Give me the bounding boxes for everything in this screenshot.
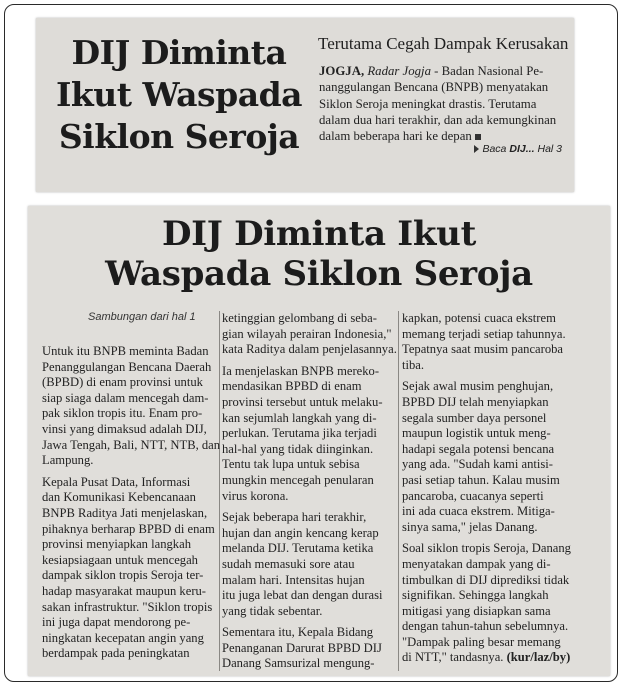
article-text-line: Penanganan Darurat BPBD DIJ — [222, 640, 382, 655]
continued-prefix: Baca — [482, 143, 507, 155]
end-mark-icon — [475, 134, 481, 140]
front-headline-line: Ikut Waspada — [55, 75, 303, 114]
front-lead-paragraph — [319, 63, 564, 144]
article-text-line: Tepatnya saat musim pancaroba — [402, 342, 564, 357]
article-text-line: sudah memasuki sore atau — [222, 556, 355, 571]
article-text-line: Untuk itu BNPB meminta Badan — [42, 344, 209, 358]
article-text-line: dengan tahun-tahun sebelumnya. — [402, 619, 569, 634]
news-source: Radar Jogja — [367, 64, 431, 78]
continued-reference — [474, 143, 562, 155]
article-text-line: hujan dan angin kencang kerap — [222, 525, 379, 540]
front-subheadline: Terutama Cegah Dampak Kerusakan — [318, 34, 569, 53]
article-text-line: berdampak pada peningkatan — [42, 646, 190, 661]
article-text-line: provinsi tersebut untuk melaku- — [222, 394, 383, 409]
article-text-line: Penanggulangan Bencana Daerah — [42, 359, 212, 374]
article-text-line: di NTT," tandasnya. — [402, 650, 504, 665]
article-text-line: Tentu tak lupa untuk sebisa — [222, 457, 360, 472]
dateline: JOGJA, — [319, 64, 365, 78]
continued-target: DIJ... — [509, 143, 535, 155]
article-text-line: Lampung. — [42, 453, 94, 468]
continuation-clipping — [28, 206, 610, 676]
article-text-line: segala sumber daya personel — [402, 410, 547, 425]
main-headline-line: Waspada Siklon Seroja — [105, 254, 533, 294]
article-text-line: ini ada cuaca ekstrem. Mitiga- — [402, 504, 555, 519]
article-text-line: kapkan, potensi cuaca ekstrem — [402, 311, 556, 325]
article-text-line: maupun logistik untuk meng- — [402, 426, 551, 441]
lead-line: - Badan Nasional Pe- — [430, 64, 544, 78]
article-text-line: perlukan. Terutama jika terjadi — [222, 426, 377, 441]
main-headline — [28, 214, 610, 294]
article-text-line: ketinggian gelombang di seba- — [222, 311, 377, 325]
article-text-line: pancaroba, cuacanya seperti — [402, 488, 544, 503]
article-text-line: siap siaga dalam mencegah dam- — [42, 390, 209, 405]
article-text-line: Sejak awal musim penghujan, — [402, 379, 554, 394]
article-text-line: pihaknya berharap BPBD di enam — [42, 521, 215, 536]
article-text-line: tiba. — [402, 357, 425, 372]
lead-line: dalam dua hari terakhir, dan ada kemungkinan — [319, 112, 557, 127]
article-column-3 — [402, 311, 571, 666]
article-text-line: kata Raditya dalam penjelasannya. — [222, 342, 397, 357]
article-text-line: sinya sama," jelas Danang. — [402, 519, 538, 534]
article-text-line: Sementara itu, Kepala Bidang — [222, 625, 374, 640]
article-text-line: dampak siklon tropis Seroja ter- — [42, 568, 204, 583]
article-text-line: hadapi segala potensi bencana — [402, 441, 555, 456]
article-text-line: menyatakan dampak yang di- — [402, 556, 551, 571]
front-headline — [54, 32, 304, 158]
front-page-clipping — [36, 18, 574, 192]
article-text-line: yang tidak sebentar. — [222, 603, 323, 618]
article-text-line: BNPB Raditya Jati menjelaskan, — [42, 505, 208, 520]
continuation-note: Sambungan dari hal 1 — [88, 311, 196, 323]
article-text-line: itu juga lebat dan dengan durasi — [222, 588, 383, 603]
article-text-line: virus korona. — [222, 488, 289, 503]
article-text-line: mitigasi yang disiapkan sama — [402, 603, 551, 618]
article-text-line: Soal siklon tropis Seroja, Danang — [402, 541, 571, 556]
article-text-line: mendasikan BPBD di enam — [222, 379, 362, 394]
article-column-1 — [42, 344, 220, 662]
article-text-line: Kepala Pusat Data, Informasi — [42, 474, 191, 489]
article-text-line: gian wilayah perairan Indonesia," — [222, 326, 392, 341]
front-headline-line: Siklon Seroja — [58, 117, 300, 156]
article-text-line: "Dampak paling besar memang — [402, 634, 561, 649]
byline-line — [402, 650, 571, 666]
lead-line: Siklon Seroja meningkat drastis. Terutama — [319, 96, 537, 111]
continued-page: Hal 3 — [537, 143, 562, 155]
article-text-line: kan sejumlah langkah yang di- — [222, 410, 377, 425]
article-text-line: hal-hal yang tidak diinginkan. — [222, 441, 374, 456]
article-text-line: Ia menjelaskan BNPB mereko- — [222, 363, 380, 378]
article-text-line: timbulkan di DIJ diprediksi tidak — [402, 572, 570, 587]
article-text-line: hadap masyarakat maupun keru- — [42, 583, 207, 598]
article-text-line: dan Komunikasi Kebencanaan — [42, 490, 196, 505]
article-text-line: pasi setiap tahun. Kalau musim — [402, 472, 560, 487]
article-text-line: memang terjadi setiap tahunnya. — [402, 326, 566, 341]
article-text-line: ini juga dapat mendorong pe- — [42, 615, 191, 630]
column-divider — [398, 311, 399, 671]
article-text-line: vinsi yang dimaksud adalah DIJ, — [42, 421, 207, 436]
author-byline: (kur/laz/by) — [506, 650, 571, 665]
article-text-line: melanda DIJ. Terutama ketika — [222, 541, 374, 556]
front-headline-line: DIJ Diminta — [71, 33, 287, 72]
article-column-2 — [222, 311, 397, 672]
article-text-line: Sejak beberapa hari terakhir, — [222, 510, 367, 525]
article-text-line: ningkatan kecepatan angin yang — [42, 630, 204, 645]
lead-line: nanggulangan Bencana (BNPB) menyatakan — [319, 80, 549, 95]
lead-line: dalam beberapa hari ke depan — [319, 129, 472, 144]
article-text-line: signifikan. Sehingga langkah — [402, 588, 549, 603]
article-text-line: sakan infrastruktur. "Siklon tropis — [42, 599, 213, 614]
article-text-line: Jawa Tengah, Bali, NTT, NTB, dan — [42, 437, 221, 452]
article-text-line: malam hari. Intensitas hujan — [222, 572, 365, 587]
article-text-line: yang ada. "Sudah kami antisi- — [402, 457, 553, 472]
article-text-line: Danang Samsurizal mengung- — [222, 656, 375, 671]
article-text-line: provinsi menyiapkan langkah — [42, 537, 191, 552]
article-text-line: kesiapsiagaan untuk mencegah — [42, 552, 198, 567]
article-text-line: mungkin mencegah penularan — [222, 472, 374, 487]
main-headline-line: DIJ Diminta Ikut — [162, 214, 476, 254]
article-text-line: BPBD DIJ telah menyiapkan — [402, 394, 549, 409]
article-text-line: pak siklon tropis itu. Enam pro- — [42, 406, 203, 421]
article-text-line: (BPBD) di enam provinsi untuk — [42, 375, 203, 390]
triangle-pointer-icon — [474, 145, 479, 153]
